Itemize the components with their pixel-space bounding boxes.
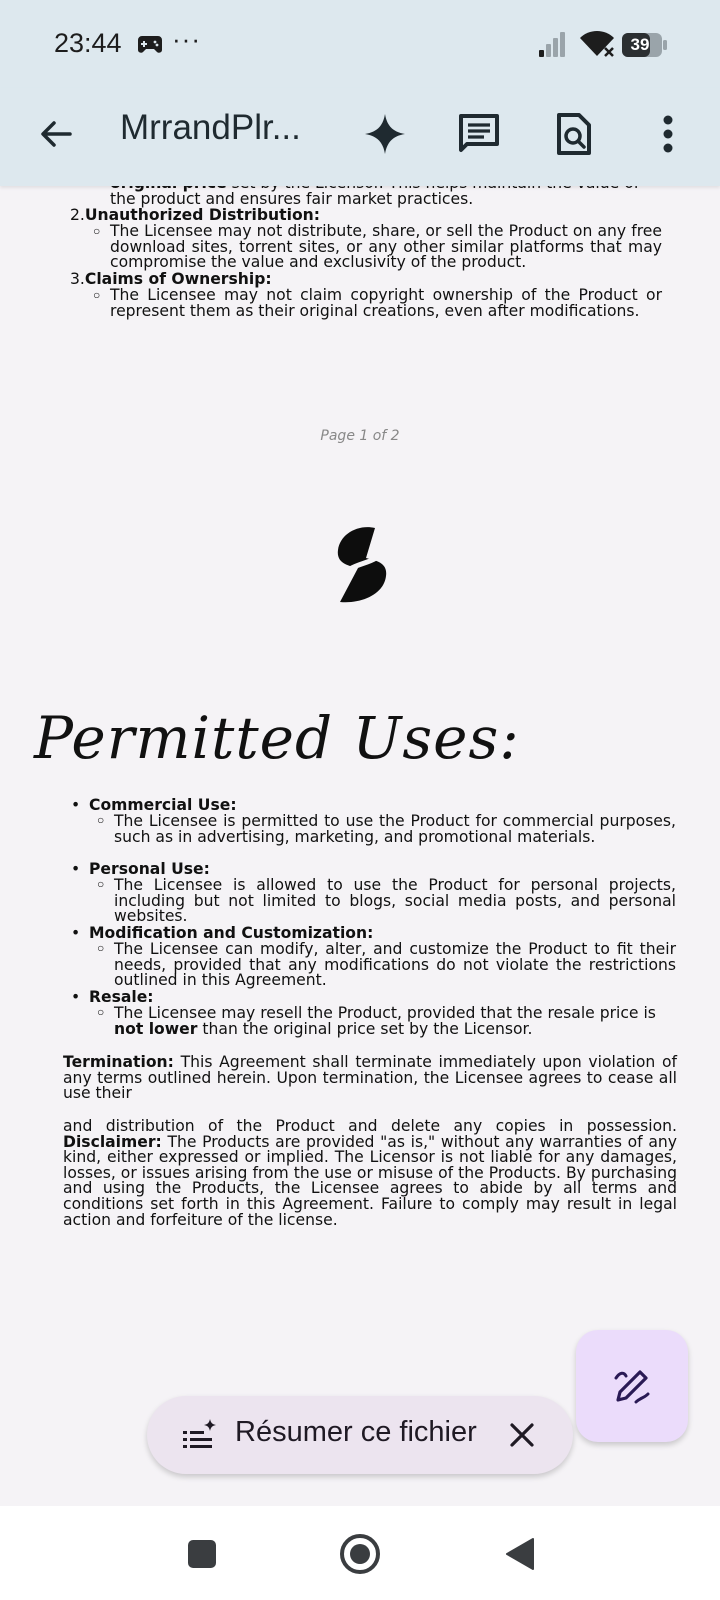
more-options-button[interactable] (644, 110, 692, 158)
sub-bullet-icon: ○ (97, 877, 105, 891)
battery-icon (622, 33, 668, 57)
document-title: MrrandPlr... (120, 108, 301, 147)
comments-button[interactable] (455, 110, 503, 158)
summarize-sparkle-icon (181, 1418, 217, 1454)
use-commercial-text: The Licensee is permitted to use the Product for commercial purposes, such as in advertising, marketing, and promotional materials. (114, 812, 676, 846)
edit-fab[interactable] (576, 1330, 688, 1442)
use-personal-text: The Licensee is allowed to use the Product for personal projects, including but not limited to blogs, social media posts, and personal websites. (114, 876, 676, 926)
back-triangle-icon (505, 1537, 535, 1571)
page-number-1: Page 1 of 2 (320, 428, 400, 444)
brand-logo-icon (330, 524, 392, 604)
summarize-file-chip[interactable] (147, 1396, 573, 1474)
wifi-icon (579, 30, 615, 58)
sub-bullet-icon: ○ (97, 813, 105, 827)
recents-square-icon (187, 1539, 217, 1569)
bullet-icon: • (71, 860, 81, 878)
more-vert-icon (662, 114, 674, 154)
sub-bullet-icon: ○ (93, 224, 101, 238)
battery-level: 39 (630, 35, 650, 54)
disclaimer-paragraph: and distribution of the Product and delete any copies in possession. Disclaimer: The Products are provided "as is," without any warranties of any kind, either expressed or implied. The Licensor is not liable for any damages, losses, or issues arising from the use or misuse of the Products. By purchasing and using the Products, the Licensee agrees to abide by all terms and conditions set forth in this Agreement. Failure to comply may result in legal action and forfeiture of the license. (63, 1117, 677, 1229)
clause-3-heading: 3.Claims of Ownership: (70, 270, 272, 288)
use-modification-title: Modification and Customization: (89, 924, 374, 942)
status-more-dots: ··· (172, 24, 201, 54)
home-button[interactable] (338, 1532, 382, 1576)
back-arrow-icon[interactable] (34, 112, 78, 156)
summarize-file-label: Résumer ce fichier (235, 1416, 477, 1448)
home-circle-icon (339, 1533, 381, 1575)
sparkle-button[interactable] (361, 110, 409, 158)
clause-3-text: The Licensee may not claim copyright ownership of the Product or represent them as their original creations, even after modifications. (110, 286, 662, 320)
use-resale-title: Resale: (89, 988, 154, 1006)
status-time: 23:44 (54, 28, 122, 58)
bullet-icon: • (71, 988, 81, 1006)
sub-bullet-icon: ○ (93, 288, 101, 302)
gamepad-icon (137, 34, 163, 54)
sub-bullet-icon: ○ (97, 941, 105, 955)
clause-2-heading: 2.Unauthorized Distribution: (70, 206, 320, 224)
status-bar (0, 0, 720, 88)
pdf-viewer[interactable] (0, 186, 720, 1506)
use-modification-text: The Licensee can modify, alter, and customize the Product to fit their needs, provided that any modifications do not violate the restrictions outlined in this Agreement. (114, 940, 676, 990)
signal-icon (538, 30, 566, 58)
use-personal-title: Personal Use: (89, 860, 210, 878)
use-resale-text: The Licensee may resell the Product, provided that the resale price is not lower than the original price set by the Licensor. (114, 1004, 656, 1038)
close-icon[interactable] (505, 1418, 539, 1452)
clause-1-tail: the product and ensures fair market practices. (110, 189, 474, 208)
permitted-uses-heading: Permitted Uses: (34, 704, 520, 772)
sparkle-icon (363, 112, 407, 156)
find-in-page-icon (554, 112, 594, 156)
system-nav-bar (0, 1506, 720, 1600)
app-toolbar (0, 88, 720, 186)
system-back-button[interactable] (498, 1532, 542, 1576)
sub-bullet-icon: ○ (97, 1005, 105, 1019)
edit-pen-icon (610, 1364, 654, 1408)
find-in-page-button[interactable] (550, 110, 598, 158)
bullet-icon: • (71, 796, 81, 814)
termination-paragraph: Termination: This Agreement shall terminate immediately upon violation of any terms outlined herein. Upon termination, the Licensee agrees to cease all use their (63, 1053, 677, 1103)
clause-2-text: The Licensee may not distribute, share, or sell the Product on any free download sites, torrent sites, or any other similar platforms that may compromise the value and exclusivity of the product. (110, 222, 662, 272)
comment-icon (457, 112, 501, 156)
recents-button[interactable] (180, 1532, 224, 1576)
use-commercial-title: Commercial Use: (89, 796, 237, 814)
bullet-icon: • (71, 924, 81, 942)
